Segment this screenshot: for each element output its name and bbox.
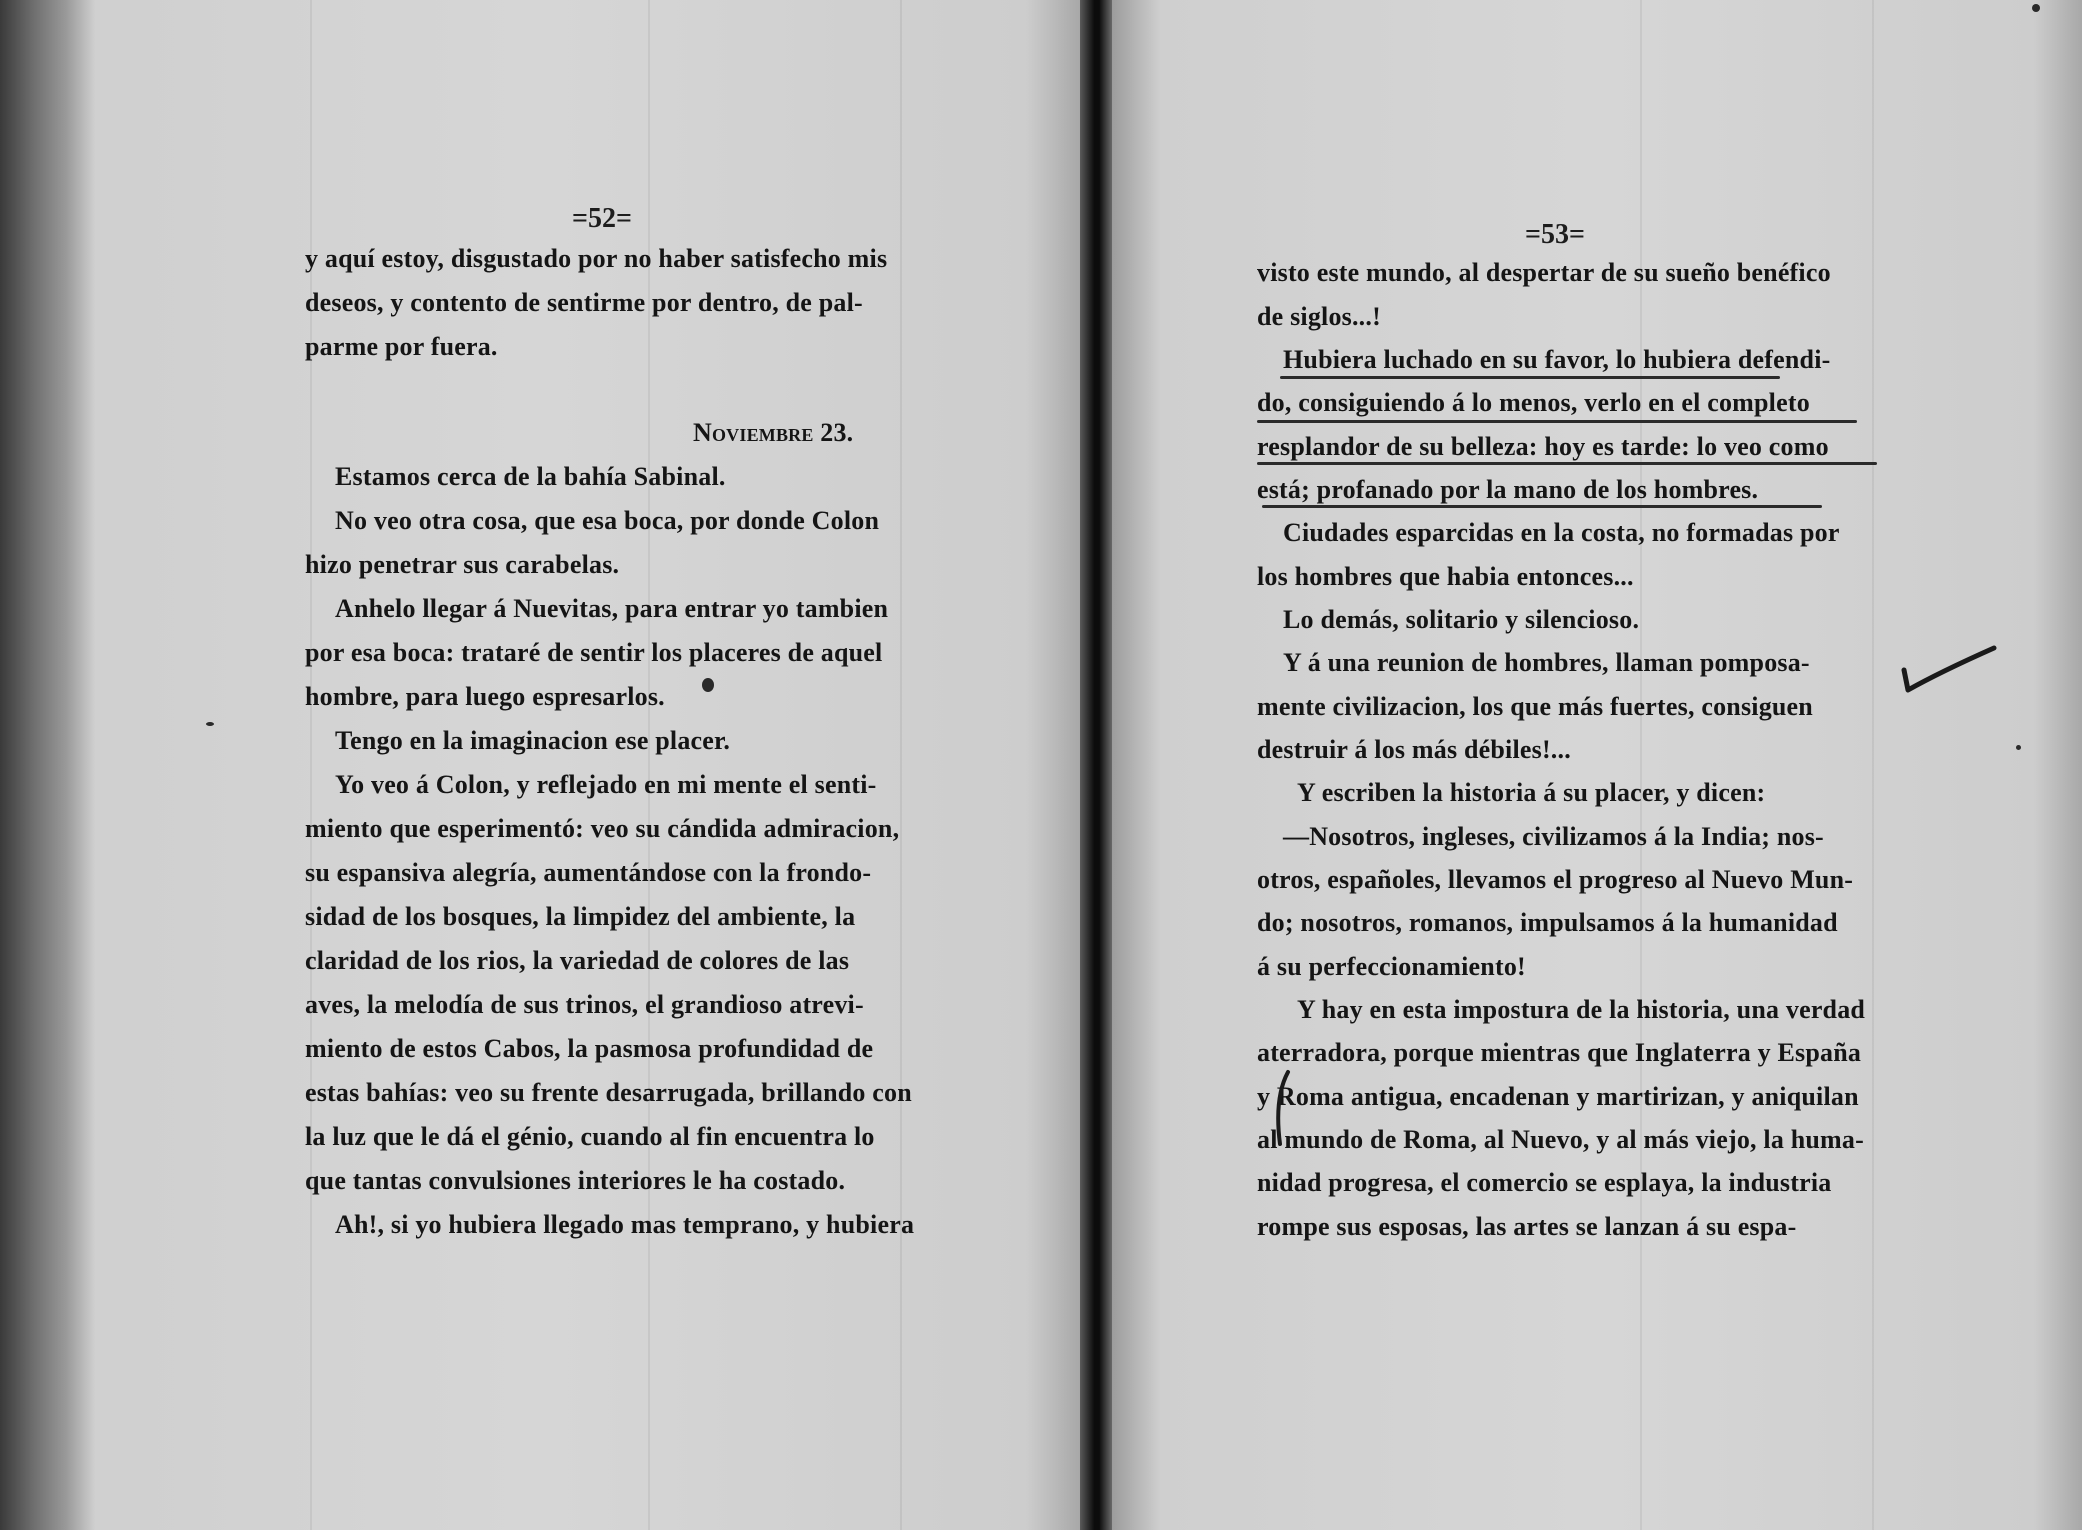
handwritten-bracket-mark: [1270, 1068, 1292, 1148]
page-edge-shadow: [0, 0, 95, 1530]
text-line: su espansiva alegría, aumentándose con la frondo-: [305, 858, 872, 887]
ink-speck: [206, 722, 214, 726]
text-line: —Nosotros, ingleses, civilizamos á la India; nos-: [1283, 822, 1824, 851]
text-line: á su perfeccionamiento!: [1257, 952, 1526, 981]
text-line: aves, la melodía de sus trinos, el grandioso atrevi-: [305, 990, 864, 1019]
text-line: Ciudades esparcidas en la costa, no formadas por: [1283, 518, 1840, 547]
text-line: Estamos cerca de la bahía Sabinal.: [335, 462, 726, 491]
page-number: =53=: [1525, 219, 1585, 250]
page-number: =52=: [572, 203, 632, 234]
text-line: la luz que le dá el génio, cuando al fin encuentra lo: [305, 1122, 875, 1151]
text-line: Ah!, si yo hubiera llegado mas temprano, y hubiera: [335, 1210, 915, 1239]
check-mark-icon: [1900, 640, 2000, 700]
text-line: claridad de los rios, la variedad de colores de las: [305, 946, 850, 975]
paper-fold-line: [310, 0, 312, 1530]
text-line: Anhelo llegar á Nuevitas, para entrar yo tambien: [335, 594, 889, 623]
text-line: No veo otra cosa, que esa boca, por donde Colon: [335, 506, 880, 535]
text-line: otros, españoles, llevamos el progreso al Nuevo Mun-: [1257, 865, 1854, 894]
text-line: rompe sus esposas, las artes se lanzan á su espa-: [1257, 1212, 1797, 1241]
text-line: está; profanado por la mano de los hombres.: [1257, 475, 1759, 504]
handwritten-underline: [1257, 462, 1877, 465]
text-line: do, consiguiendo á lo menos, verlo en el completo: [1257, 388, 1810, 417]
ink-speck: [2032, 4, 2040, 12]
text-line: miento de estos Cabos, la pasmosa profundidad de: [305, 1034, 874, 1063]
text-line: Y á una reunion de hombres, llaman pomposa-: [1283, 648, 1810, 677]
section-date-heading: Noviembre 23.: [693, 418, 854, 447]
book-gutter: [1080, 0, 1112, 1530]
text-line: de siglos...!: [1257, 302, 1381, 331]
text-line: aterradora, porque mientras que Inglaterra y España: [1257, 1038, 1862, 1067]
text-line: que tantas convulsiones interiores le ha costado.: [305, 1166, 846, 1195]
paper-fold-line: [1872, 0, 1874, 1530]
text-line: Y escriben la historia á su placer, y dicen:: [1297, 778, 1766, 807]
text-line: al mundo de Roma, al Nuevo, y al más viejo, la huma-: [1257, 1125, 1864, 1154]
text-line: Hubiera luchado en su favor, lo hubiera defendi-: [1283, 345, 1831, 374]
text-line: Yo veo á Colon, y reflejado en mi mente el senti-: [335, 770, 877, 799]
text-line: miento que esperimentó: veo su cándida admiracion,: [305, 814, 900, 843]
text-line: parme por fuera.: [305, 332, 498, 361]
text-line: y Roma antigua, encadenan y martirizan, y aniquilan: [1257, 1082, 1859, 1111]
text-line: destruir á los más débiles!...: [1257, 735, 1571, 764]
text-line: visto este mundo, al despertar de su sueño benéfico: [1257, 258, 1831, 287]
text-line: Y hay en esta impostura de la historia, una verdad: [1297, 995, 1866, 1024]
ink-speck: [2016, 745, 2021, 750]
text-line: mente civilizacion, los que más fuertes, consiguen: [1257, 692, 1813, 721]
text-line: hizo penetrar sus carabelas.: [305, 550, 620, 579]
handwritten-underline: [1257, 420, 1857, 423]
right-page: [1112, 0, 2082, 1530]
text-line: Tengo en la imaginacion ese placer.: [335, 726, 731, 755]
text-line: sidad de los bosques, la limpidez del ambiente, la: [305, 902, 856, 931]
text-line: Lo demás, solitario y silencioso.: [1283, 605, 1640, 634]
text-line: resplandor de su belleza: hoy es tarde: lo veo como: [1257, 432, 1829, 461]
handwritten-underline: [1262, 505, 1822, 508]
text-line: por esa boca: trataré de sentir los placeres de aquel: [305, 638, 883, 667]
text-line: hombre, para luego espresarlos.: [305, 682, 665, 711]
text-line: los hombres que habia entonces...: [1257, 562, 1634, 591]
text-line: estas bahías: veo su frente desarrugada, brillando con: [305, 1078, 912, 1107]
paper-fold-line: [900, 0, 902, 1530]
text-line: do; nosotros, romanos, impulsamos á la humanidad: [1257, 908, 1838, 937]
text-line: y aquí estoy, disgustado por no haber satisfecho mis: [305, 244, 888, 273]
ink-blot: [702, 678, 714, 692]
text-line: nidad progresa, el comercio se esplaya, la industria: [1257, 1168, 1832, 1197]
handwritten-underline: [1280, 376, 1780, 379]
text-line: deseos, y contento de sentirme por dentro, de pal-: [305, 288, 863, 317]
paper-fold-line: [648, 0, 650, 1530]
paper-fold-line: [1640, 0, 1642, 1530]
